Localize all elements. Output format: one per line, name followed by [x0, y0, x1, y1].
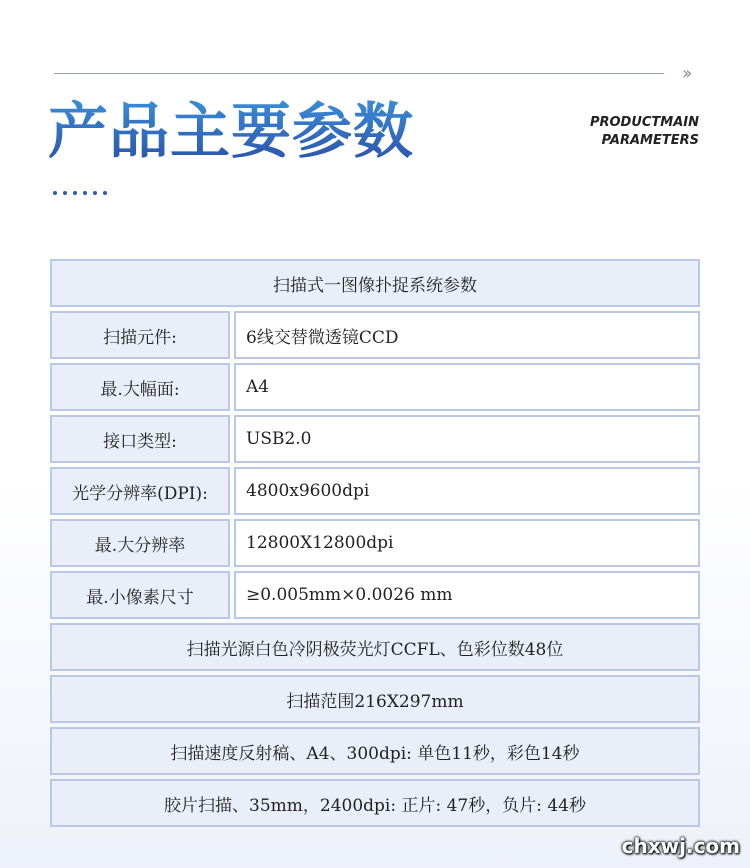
dot: [93, 191, 97, 195]
row-label: 最.小像素尺寸: [50, 571, 230, 619]
table-note-row: [50, 727, 700, 775]
table-note: 胶片扫描、35mm，2400dpi: 正片: 47秒，负片: 44秒: [50, 779, 700, 827]
table-heading: 扫描式一图像扑捉系统参数: [50, 259, 700, 307]
double-chevron-right-icon: ››: [682, 63, 689, 84]
watermark: chxwj.com: [621, 834, 740, 858]
table-row: [50, 519, 700, 567]
header-divider: [54, 73, 664, 74]
dot: [83, 191, 87, 195]
table-row: [50, 571, 700, 619]
dot: [103, 191, 107, 195]
row-value: 12800X12800dpi: [234, 519, 700, 567]
table-note: 扫描范围216X297mm: [50, 675, 700, 723]
table-note-row: [50, 675, 700, 723]
row-value: 4800x9600dpi: [234, 467, 700, 515]
subtitle-line-1: PRODUCTMAIN: [589, 115, 699, 130]
row-value: USB2.0: [234, 415, 700, 463]
table-note-row: [50, 779, 700, 827]
table-note: 扫描光源白色冷阴极荧光灯CCFL、色彩位数48位: [50, 623, 700, 671]
row-label: 最.大分辨率: [50, 519, 230, 567]
table-note: 扫描速度反射稿、A4、300dpi: 单色11秒，彩色14秒: [50, 727, 700, 775]
row-label: 接口类型:: [50, 415, 230, 463]
dot: [73, 191, 77, 195]
table-row: [50, 467, 700, 515]
row-value: ≥0.005mm×0.0026 mm: [234, 571, 700, 619]
row-label: 光学分辨率(DPI):: [50, 467, 230, 515]
subtitle-line-2: PARAMETERS: [601, 133, 699, 148]
row-value: A4: [234, 363, 700, 411]
page-title: 产品主要参数: [48, 97, 414, 167]
row-label: 最.大幅面:: [50, 363, 230, 411]
page-subtitle: [590, 114, 699, 150]
table-row: [50, 311, 700, 359]
row-label: 扫描元件:: [50, 311, 230, 359]
table-row: [50, 363, 700, 411]
table-note-row: [50, 623, 700, 671]
spec-table: [50, 259, 700, 831]
table-heading-row: [50, 259, 700, 307]
dot: [53, 191, 57, 195]
dot: [63, 191, 67, 195]
row-value: 6线交替微透镜CCD: [234, 311, 700, 359]
table-row: [50, 415, 700, 463]
decorative-dots: [53, 191, 107, 195]
